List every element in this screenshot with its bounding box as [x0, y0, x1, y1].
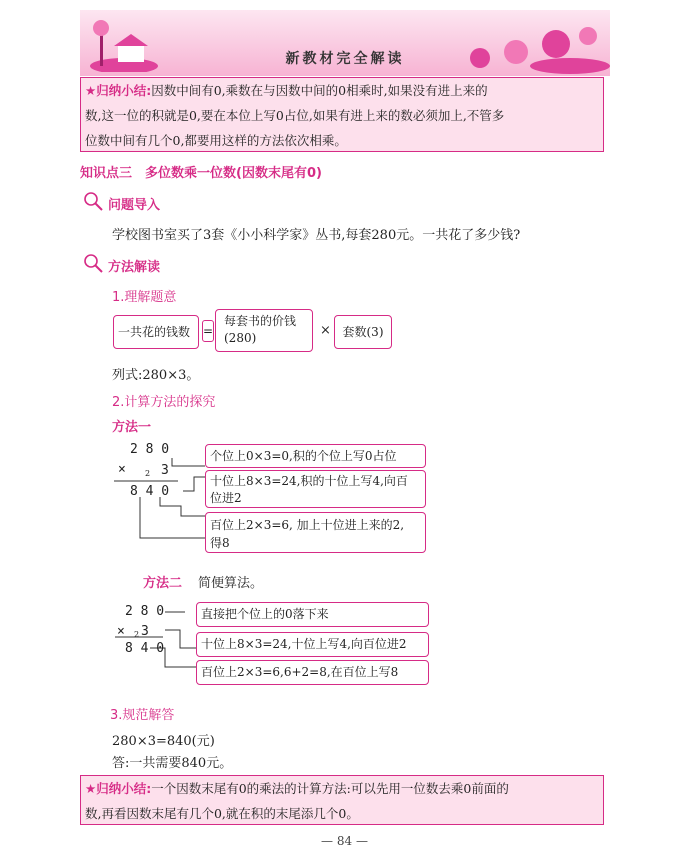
m2-note-tens: 十位上8×3=24,十位上写4,向百位进2	[196, 632, 429, 657]
summary-2-tag: ★归纳小结:	[85, 781, 152, 796]
m2-note-hundreds: 百位上2×3=6,6+2=8,在百位上写8	[196, 660, 429, 685]
m1-note-hundreds: 百位上2×3=6, 加上十位进上来的2, 得8	[205, 512, 426, 553]
m2-product: 8 4 0	[125, 641, 165, 656]
m1-times-sign: ×	[118, 462, 126, 477]
method-2-title: 方法二	[143, 576, 183, 591]
formula: 列式:280×3。	[112, 368, 200, 383]
m1-note-tens: 十位上8×3=24,积的十位上写4,向百 位进2	[205, 470, 426, 508]
method-2-subtitle: 简便算法。	[198, 576, 264, 591]
solution: 280×3=840(元)	[112, 734, 215, 749]
summary-2-line-2: 数,再看因数末尾有几个0,就在积的末尾添几个0。	[85, 806, 359, 821]
times-sign: ×	[320, 323, 331, 338]
intro-heading: 问题导入	[108, 198, 161, 213]
summary-1-line-3: 位数中间有几个0,都要用这样的方法依次相乘。	[85, 133, 347, 148]
m1-product: 8 4 0	[130, 484, 170, 499]
m1-multiplier: 3	[161, 463, 169, 478]
knowledge-point-title: 知识点三 多位数乘一位数(因数末尾有0)	[80, 166, 322, 181]
m2-times-sign: ×	[117, 624, 125, 639]
m1-note-ones: 个位上0×3=0,积的个位上写0占位	[205, 444, 426, 468]
m2-multiplier: 3	[141, 624, 149, 639]
intro-question: 学校图书室买了3套《小小科学家》丛书,每套280元。一共花了多少钱?	[112, 228, 521, 243]
summary-1-line-1: ★归纳小结:因数中间有0,乘数在与因数中间的0相乘时,如果没有进上来的	[85, 83, 488, 98]
step-2-title: 2.计算方法的探究	[112, 395, 216, 410]
m2-multiplicand: 2 8 0	[125, 604, 165, 619]
summary-2-line-1: ★归纳小结:一个因数末尾有0的乘法的计算方法:可以先用一位数去乘0前面的	[85, 781, 509, 796]
equals-sign: =	[202, 320, 214, 342]
page-header-title: 新教材完全解读	[285, 51, 405, 67]
box-set-count: 套数(3)	[334, 315, 392, 349]
summary-box-2	[80, 775, 604, 825]
m2-carry: 2	[134, 630, 140, 639]
m2-note-ones: 直接把个位上的0落下来	[196, 602, 429, 627]
method-heading: 方法解读	[108, 260, 161, 275]
box-total-cost: 一共花的钱数	[113, 315, 199, 349]
summary-1-tag: ★归纳小结:	[85, 83, 152, 98]
step-1-title: 1.理解题意	[112, 290, 177, 305]
step-3-title: 3.规范解答	[110, 708, 175, 723]
m1-multiplicand: 2 8 0	[130, 442, 170, 457]
method-1-title: 方法一	[112, 420, 152, 435]
page-number: — 84 —	[321, 834, 368, 848]
box-price-per-set: 每套书的价钱 (280)	[215, 309, 313, 352]
summary-1-line-2: 数,这一位的积就是0,要在本位上写0占位,如果有进上来的数必须加上,不管多	[85, 108, 505, 123]
answer: 答:一共需要840元。	[112, 756, 233, 771]
m1-carry: 2	[145, 469, 151, 478]
